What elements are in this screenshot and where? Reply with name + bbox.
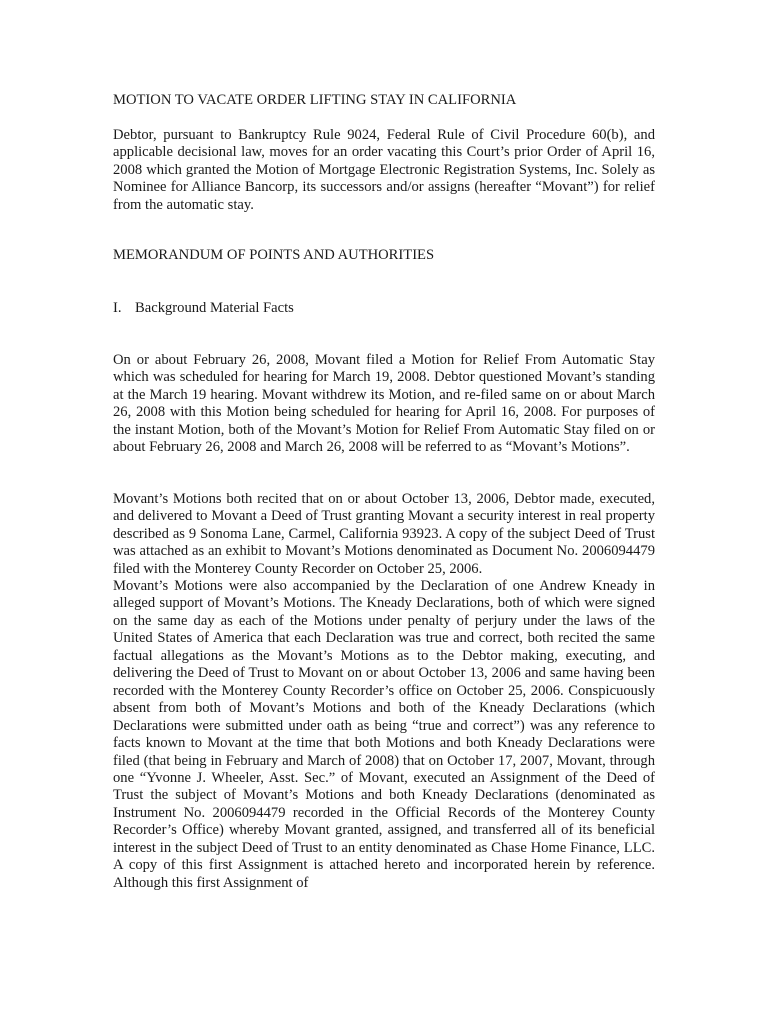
section-heading [113, 298, 294, 319]
intro-paragraph: Debtor, pursuant to Bankruptcy Rule 9024, Federal Rule of Civil Procedure 60(b), and applicable decisional law, moves for an order vacating this Court’s prior Order of April 16, 2008 which granted the Motion of Mortgage Electronic Registration Systems, Inc. Solely as Nominee for Alliance Bancorp, its successors and/or assigns (hereafter “Movant”) for relief from the automatic stay. [113, 127, 655, 213]
memorandum-heading: MEMORANDUM OF POINTS AND AUTHORITIES [113, 247, 435, 263]
section-number: I. [113, 300, 122, 316]
background-paragraph-1: On or about February 26, 2008, Movant filed a Motion for Relief From Automatic Stay which was scheduled for hearing for March 19, 2008. Debtor questioned Movant’s standing at the March 19 hearing. Movant withdrew its Motion, and re-filed same on or about March 26, 2008 with this Motion being scheduled for hearing for April 16, 2008. For purposes of the instant Motion, both of the Movant’s Motion for Relief From Automatic Stay filed on or about February 26, 2008 and March 26, 2008 will be referred to as “Movant’s Motions”. [113, 352, 655, 456]
background-paragraph-2: Movant’s Motions both recited that on or about October 13, 2006, Debtor made, executed, and delivered to Movant a Deed of Trust granting Movant a security interest in real property described as 9 Sonoma Lane, Carmel, California 93923. A copy of the subject Deed of Trust was attached as an exhibit to Movant’s Motions denominated as Document No. 2006094479 filed with the Monterey County Recorder on October 25, 2006. [113, 491, 655, 577]
section-title: Background Material Facts [135, 300, 294, 316]
document-title: MOTION TO VACATE ORDER LIFTING STAY IN CALIFORNIA [113, 92, 517, 108]
background-paragraph-3: Movant’s Motions were also accompanied by the Declaration of one Andrew Kneady in alleged support of Movant’s Motions. The Kneady Declarations, both of which were signed on the same day as each of the Motions under penalty of perjury under the laws of the United States of America that each Declaration was true and correct, both recited the same factual allegations as the Movant’s Motions as to the Debtor making, executing, and delivering the Deed of Trust to Movant on or about October 13, 2006 and same having been recorded with the Monterey County Recorder’s office on October 25, 2006. Conspicuously absent from both of Movant’s Motions and both of the Kneady Declarations (which Declarations were submitted under oath as being “true and correct”) was any reference to facts known to Movant at the time that both Motions and both Kneady Declarations were filed (that being in February and March of 2008) that on October 17, 2007, Movant, through one “Yvonne J. Wheeler, Asst. Sec.” of Movant, executed an Assignment of the Deed of Trust the subject of Movant’s Motions and both Kneady Declarations (denominated as Instrument No. 2006094479 recorded in the Official Records of the Monterey County Recorder’s Office) whereby Movant granted, assigned, and transferred all of its beneficial interest in the subject Deed of Trust to an entity denominated as Chase Home Finance, LLC. A copy of this first Assignment is attached hereto and incorporated herein by reference. Although this first Assignment of [113, 578, 655, 891]
